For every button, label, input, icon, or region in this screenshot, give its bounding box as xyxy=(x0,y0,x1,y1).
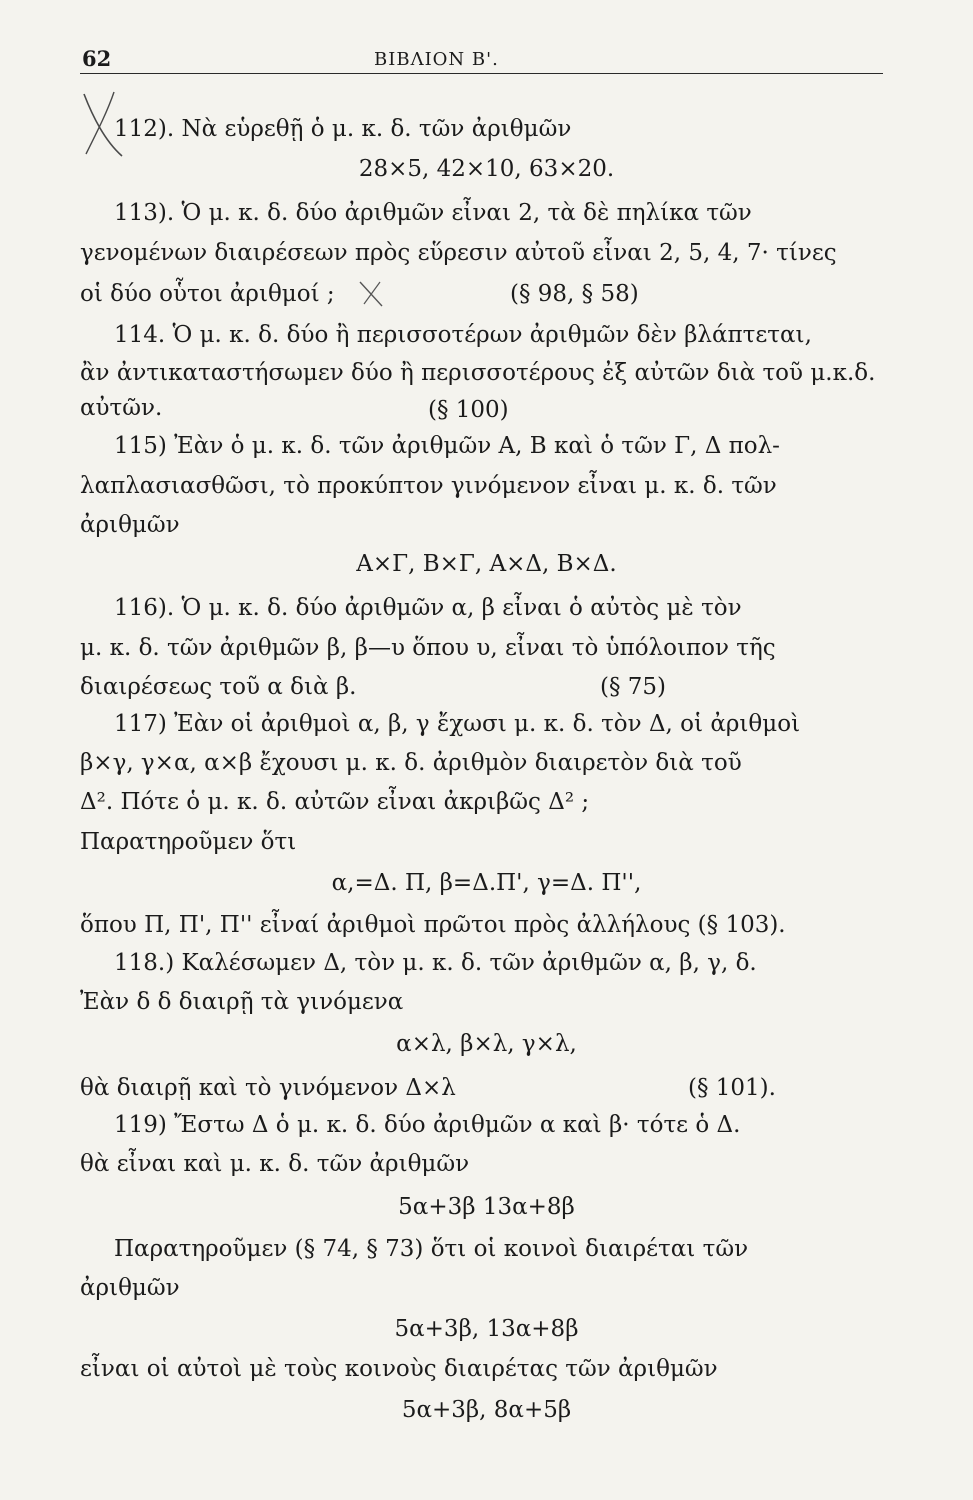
text-line: 114. Ὁ μ. κ. δ. δύο ἢ περισσοτέρων ἀριθμῶν δὲν βλάπτεται, xyxy=(114,322,812,348)
text-line: 118.) Καλέσωμεν Δ, τὸν μ. κ. δ. τῶν ἀριθμῶν α, β, γ, δ. xyxy=(114,950,757,976)
text-line: λαπλασιασθῶσι, τὸ προκύπτον γινόμενον εἶναι μ. κ. δ. τῶν xyxy=(80,473,777,499)
text-line: Ἐὰν δ δ διαιρῇ τὰ γινόμενα xyxy=(80,989,404,1015)
text-line: ὅπου Π, Π', Π'' εἶναί ἀριθμοὶ πρῶτοι πρὸς ἀλλήλους (§ 103). xyxy=(80,912,786,938)
text-line: 119) Ἔστω Δ ὁ μ. κ. δ. δύο ἀριθμῶν α καὶ β· τότε ὁ Δ. xyxy=(114,1112,741,1138)
header-rule xyxy=(80,73,883,74)
text-line: Δ². Πότε ὁ μ. κ. δ. αὐτῶν εἶναι ἀκριβῶς Δ² ; xyxy=(80,789,590,815)
text-line: Παρατηροῦμεν ὅτι xyxy=(80,829,297,855)
page-number: 62 xyxy=(82,46,112,71)
text-line: ἀριθμῶν xyxy=(80,512,180,538)
running-title: ΒΙΒΛΙΟΝ Β'. xyxy=(374,49,499,70)
text-line: αὐτῶν. xyxy=(80,395,163,421)
text-line: γενομένων διαιρέσεων πρὸς εὕρεσιν αὐτοῦ εἶναι 2, 5, 4, 7· τίνες xyxy=(80,240,837,266)
text-line: θὰ εἶναι καὶ μ. κ. δ. τῶν ἀριθμῶν xyxy=(80,1151,470,1177)
formula-line: 5α+3β, 13α+8β xyxy=(394,1316,579,1342)
formula-line: α,=Δ. Π, β=Δ.Π', γ=Δ. Π'', xyxy=(331,870,642,896)
pencil-tick-mark xyxy=(358,278,384,308)
text-line: 112). Νὰ εὑρεθῇ ὁ μ. κ. δ. τῶν ἀριθμῶν xyxy=(114,116,572,142)
text-line: 113). Ὁ μ. κ. δ. δύο ἀριθμῶν εἶναι 2, τὰ δὲ πηλίκα τῶν xyxy=(114,200,752,226)
text-line: ἀριθμῶν xyxy=(80,1275,180,1301)
text-line: 117) Ἐὰν οἱ ἀριθμοὶ α, β, γ ἔχωσι μ. κ. δ. τὸν Δ, οἱ ἀριθμοὶ xyxy=(114,711,801,737)
text-line: ἂν ἀντικαταστήσωμεν δύο ἢ περισσοτέρους ἐξ αὐτῶν διὰ τοῦ μ.κ.δ. xyxy=(80,360,876,386)
text-line: 116). Ὁ μ. κ. δ. δύο ἀριθμῶν α, β εἶναι ὁ αὐτὸς μὲ τὸν xyxy=(114,595,742,621)
formula-line: 28×5, 42×10, 63×20. xyxy=(358,156,615,182)
text-line: Παρατηροῦμεν (§ 74, § 73) ὅτι οἱ κοινοὶ διαιρέται τῶν xyxy=(114,1236,749,1262)
text-line: 115) Ἐὰν ὁ μ. κ. δ. τῶν ἀριθμῶν Α, Β καὶ ὁ τῶν Γ, Δ πολ- xyxy=(114,433,780,459)
text-line: β×γ, γ×α, α×β ἔχουσι μ. κ. δ. ἀριθμὸν διαιρετὸν διὰ τοῦ xyxy=(80,750,742,776)
section-reference: (§ 98, § 58) xyxy=(510,281,639,307)
text-line: μ. κ. δ. τῶν ἀριθμῶν β, β—υ ὅπου υ, εἶναι τὸ ὑπόλοιπον τῆς xyxy=(80,635,776,661)
section-reference: (§ 101). xyxy=(688,1075,776,1101)
formula-line: 5α+3β, 8α+5β xyxy=(401,1397,572,1423)
section-reference: (§ 100) xyxy=(428,397,509,423)
text-line: εἶναι οἱ αὐτοὶ μὲ τοὺς κοινοὺς διαιρέτας τῶν ἀριθμῶν xyxy=(80,1356,718,1382)
formula-line: 5α+3β 13α+8β xyxy=(398,1194,575,1220)
text-line: διαιρέσεως τοῦ α διὰ β. xyxy=(80,674,357,700)
formula-line: α×λ, β×λ, γ×λ, xyxy=(396,1031,577,1057)
formula-line: Α×Γ, Β×Γ, Α×Δ, Β×Δ. xyxy=(356,551,617,577)
text-line: οἱ δύο οὗτοι ἀριθμοί ; xyxy=(80,281,335,307)
text-line: θὰ διαιρῇ καὶ τὸ γινόμενον Δ×λ xyxy=(80,1075,456,1101)
section-reference: (§ 75) xyxy=(600,674,667,700)
